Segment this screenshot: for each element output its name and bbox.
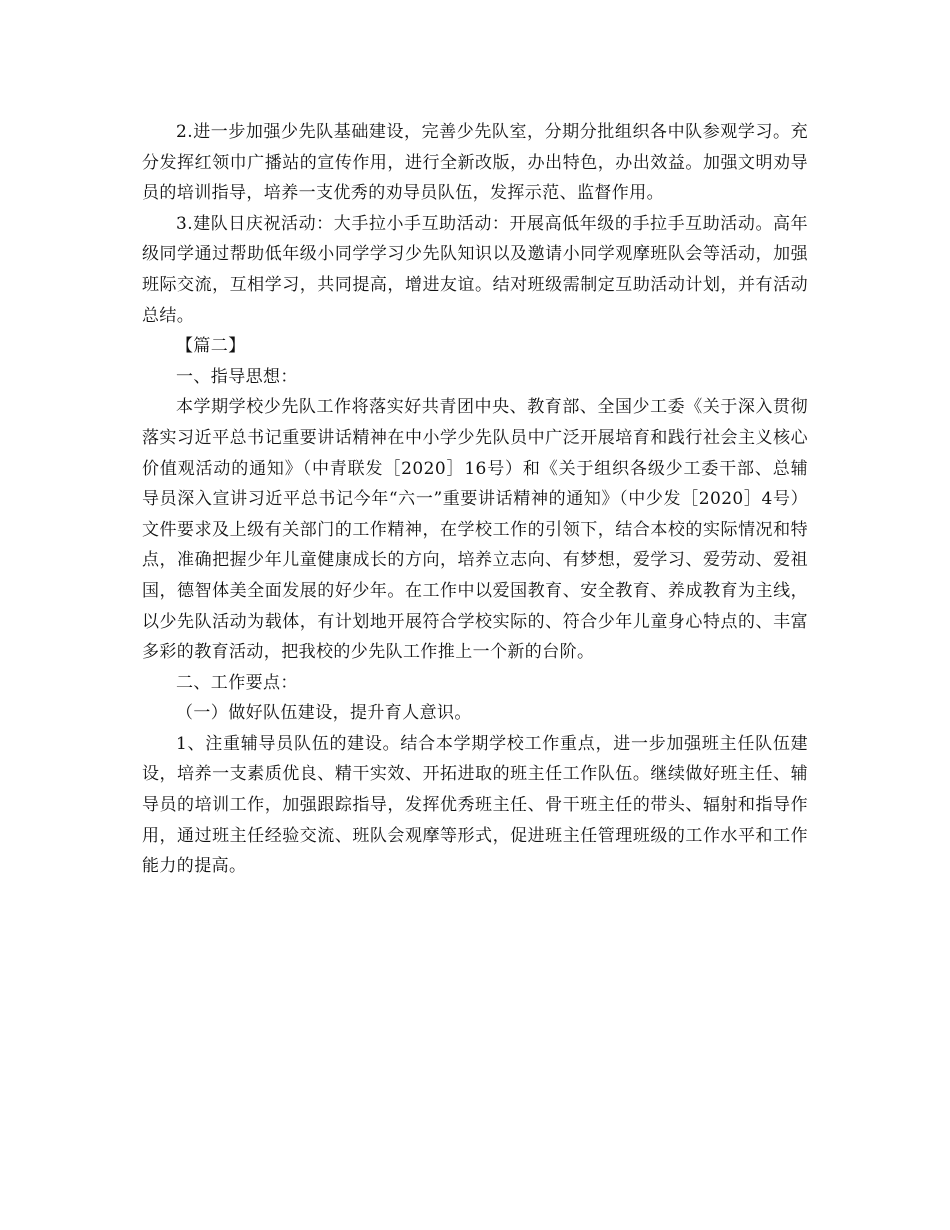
paragraph-counselor-team: 1、注重辅导员队伍的建设。结合本学期学校工作重点，进一步加强班主任队伍建设，培养一支素质优良、精干实效、开拓进取的班主任工作队伍。继续做好班主任、辅导员的培训工作，加强跟踪指导，发挥优秀班主任、骨干班主任的带头、辐射和指导作用，通过班主任经验交流、班队会观摩等形式，促进班主任管理班级的工作水平和工作能力的提高。 [142, 733, 808, 877]
subheading-team-building: （一）做好队伍建设，提升育人意识。 [176, 703, 472, 724]
paragraph-item-3: 3.建队日庆祝活动：大手拉小手互助活动：开展高低年级的手拉手互助活动。高年级同学通过帮助低年级小同学学习少先队知识以及邀请小同学观摩班队会等活动，加强班际交流，互相学习，共同提高，增进友谊。结对班级需制定互助活动计划，并有活动总结。 [142, 213, 808, 326]
section-heading: 【篇二】 [176, 336, 246, 357]
document-body [142, 117, 808, 882]
subheading-work-points: 二、工作要点： [176, 672, 298, 693]
paragraph-item-2: 2.进一步加强少先队基础建设，完善少先队室，分期分批组织各中队参观学习。充分发挥红领巾广播站的宣传作用，进行全新改版，办出特色，办出效益。加强文明劝导员的培训指导，培养一支优秀的劝导员队伍，发挥示范、监督作用。 [142, 122, 808, 204]
subheading-guiding-thought: 一、指导思想： [176, 366, 298, 387]
paragraph-guiding-thought: 本学期学校少先队工作将落实好共青团中央、教育部、全国少工委《关于深入贯彻落实习近平总书记重要讲话精神在中小学少先队员中广泛开展培育和践行社会主义核心价值观活动的通知》（中青联发［2020］16号）和《关于组织各级少工委干部、总辅导员深入宣讲习近平总书记今年“六一”重要讲话精神的通知》（中少发［2020］4号）文件要求及上级有关部门的工作精神，在学校工作的引领下，结合本校的实际情况和特点，准确把握少年儿童健康成长的方向，培养立志向、有梦想，爱学习、爱劳动、爱祖国，德智体美全面发展的好少年。在工作中以爱国教育、安全教育、养成教育为主线，以少先队活动为载体，有计划地开展符合学校实际的、符合少年儿童身心特点的、丰富多彩的教育活动，把我校的少先队工作推上一个新的台阶。 [142, 397, 808, 663]
